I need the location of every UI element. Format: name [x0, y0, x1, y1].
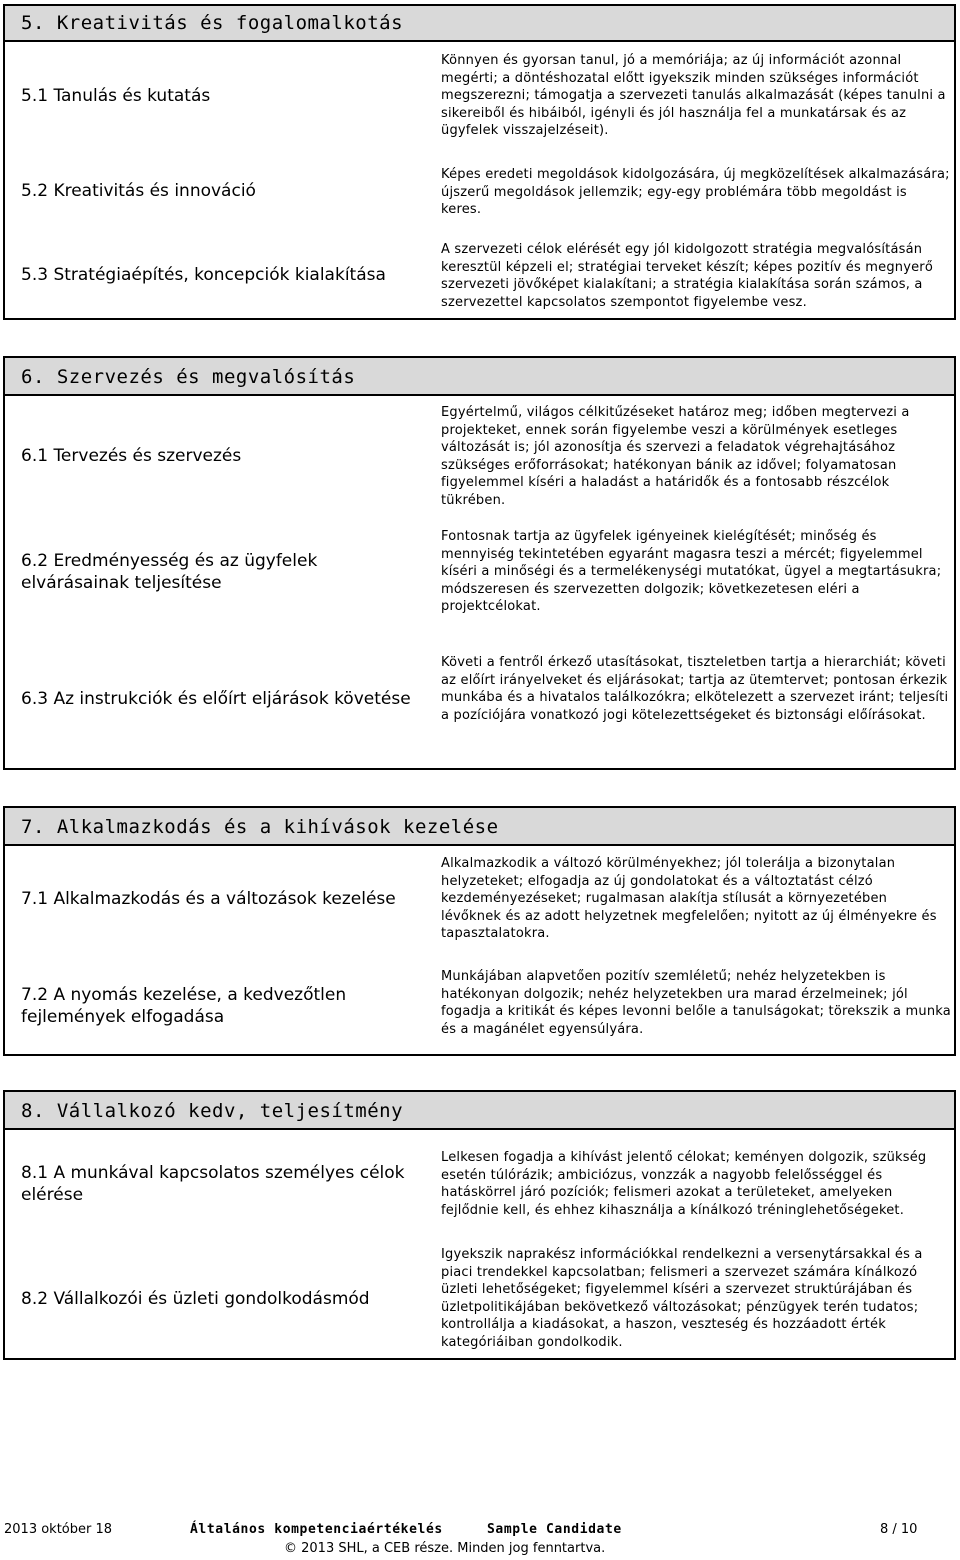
competency-name: 7.1 Alkalmazkodás és a változások kezelése [21, 889, 396, 909]
competency-name: 6.1 Tervezés és szervezés [21, 446, 242, 466]
competency-description: A szervezeti célok elérését egy jól kidolgozott stratégia megvalósításán keresztül képzeli el; stratégiai terveket készít; képes pozitív és megnyerő szervezeti jövőképet kialakítani; a stratégia kialakítása során számos, a szervezettel kapcsolatos szempontot figyelembe vesz. [441, 242, 934, 310]
section-7 [3, 806, 956, 1056]
footer-report-name: Általános kompetenciaértékelés [190, 1522, 443, 1537]
competency-name: 8.1 A munkával kapcsolatos személyes célok elérése [21, 1163, 405, 1205]
section-8 [3, 1090, 956, 1360]
footer-page-number: 8 / 10 [880, 1522, 918, 1537]
competency-name: 7.2 A nyomás kezelése, a kedvezőtlen fejlemények elfogadása [21, 985, 347, 1027]
footer-date: 2013 október 18 [4, 1522, 113, 1537]
section-title: 6. Szervezés és megvalósítás [5, 358, 954, 396]
competency-description: Követi a fentről érkező utasításokat, tiszteletben tartja a hierarchiát; követi az előírt irányelveket és eljárásokat; tartja az ütemtervet; pontosan érkezik munkába és a hivatalos találkozókra; elkötelezett a szervezet iránt; teljesíti a pozíciójára vonatkozó jogi kötelezettségeket és biztonsági előírásokat. [441, 655, 949, 723]
competency-name: 8.2 Vállalkozói és üzleti gondolkodásmód [21, 1289, 370, 1309]
competency-description: Igyekszik naprakész információkkal rendelkezni a versenytársakkal és a piaci trendekkel kapcsolatban; felismeri a szervezet számára kínálkozó üzleti lehetőségeket; figyelemmel kíséri a szervezet struktúrájában és üzletpolitikájában bekövetkező változásokat; pénzügyek terén tudatos; kontrollálja a kiadásokat, a haszon, veszteség és hozzáadott érték kategóriáiban gondolkodik. [441, 1247, 923, 1350]
section-title: 8. Vállalkozó kedv, teljesítmény [5, 1092, 954, 1130]
competency-name: 5.1 Tanulás és kutatás [21, 86, 211, 106]
competency-name: 6.3 Az instrukciók és előírt eljárások követése [21, 689, 411, 709]
competency-description: Lelkesen fogadja a kihívást jelentő célokat; keményen dolgozik, szükség esetén túlórázik; ambiciózus, vonzzák a nagyobb felelősséggel és hatáskörrel járó pozíciók; felismeri azokat a területeket, amelyeken fejlődnie kell, és ehhez kihasználja a kínálkozó tréninglehetőségeket. [441, 1150, 927, 1218]
competency-description: Egyértelmű, világos célkitűzéseket határoz meg; időben megtervezi a projekteket, ennek során figyelembe veszi a körülmények esetleges változását is; jól azonosítja és szervezi a feladatok végrehajtásához szükséges erőforrásokat; hatékonyan bánik az idővel; folyamatosan figyelemmel kíséri a haladást a határidők és a fontosabb részcélok tükrében. [441, 405, 910, 508]
footer-copyright: © 2013 SHL, a CEB része. Minden jog fenntartva. [284, 1541, 606, 1556]
competency-name: 5.3 Stratégiaépítés, koncepciók kialakítása [21, 265, 386, 285]
section-title: 5. Kreativitás és fogalomalkotás [5, 6, 954, 42]
competency-description: Könnyen és gyorsan tanul, jó a memóriája; az új információt azonnal megérti; a döntéshozatal előtt igyekszik minden szükséges információt megszerezni; támogatja a szervezeti tanulás alkalmazását (képes tanulni a sikereiből és hibáiból, igényli és jól használja fel a munkatársak és az ügyfelek visszajelzéseit). [441, 53, 946, 138]
competency-description: Alkalmazkodik a változó körülményekhez; jól tolerálja a bizonytalan helyzeteket; elfogadja az új gondolatokat és a változtatást célzó kezdeményezéseket; rugalmasan alakítja stílusát a környezetében lévőknek és az adott helyzetnek megfelelően; nyitott az új élményekre és tapasztalatokra. [441, 856, 937, 941]
footer-candidate: Sample Candidate [487, 1522, 622, 1537]
competency-description: Munkájában alapvetően pozitív szemléletű; nehéz helyzetekben is hatékonyan dolgozik; nehéz helyzetekben ura marad érzelmeinek; jól fogadja a kritikát és képes levonni belőle a tanulságokat; törekszik a munka és a magánélet egyensúlyára. [441, 969, 951, 1037]
competency-description: Fontosnak tartja az ügyfelek igényeinek kielégítését; minőség és mennyiség tekintetében egyaránt magasra teszi a mércét; figyelemmel kíséri a minőségi és a termelékenységi mutatókat, ügyel a megtartásukra; módszeresen és szervezetten dolgozik; következetesen eléri a projektcélokat. [441, 529, 942, 614]
competency-name: 5.2 Kreativitás és innováció [21, 181, 256, 201]
competency-description: Képes eredeti megoldások kidolgozására, új megközelítések alkalmazására; újszerű megoldások jellemzik; egy-egy problémára több megoldást is keres. [441, 167, 950, 217]
competency-name: 6.2 Eredményesség és az ügyfelek elvárásainak teljesítése [21, 551, 318, 593]
section-5 [3, 4, 956, 320]
section-title: 7. Alkalmazkodás és a kihívások kezelése [5, 808, 954, 846]
section-6 [3, 356, 956, 770]
